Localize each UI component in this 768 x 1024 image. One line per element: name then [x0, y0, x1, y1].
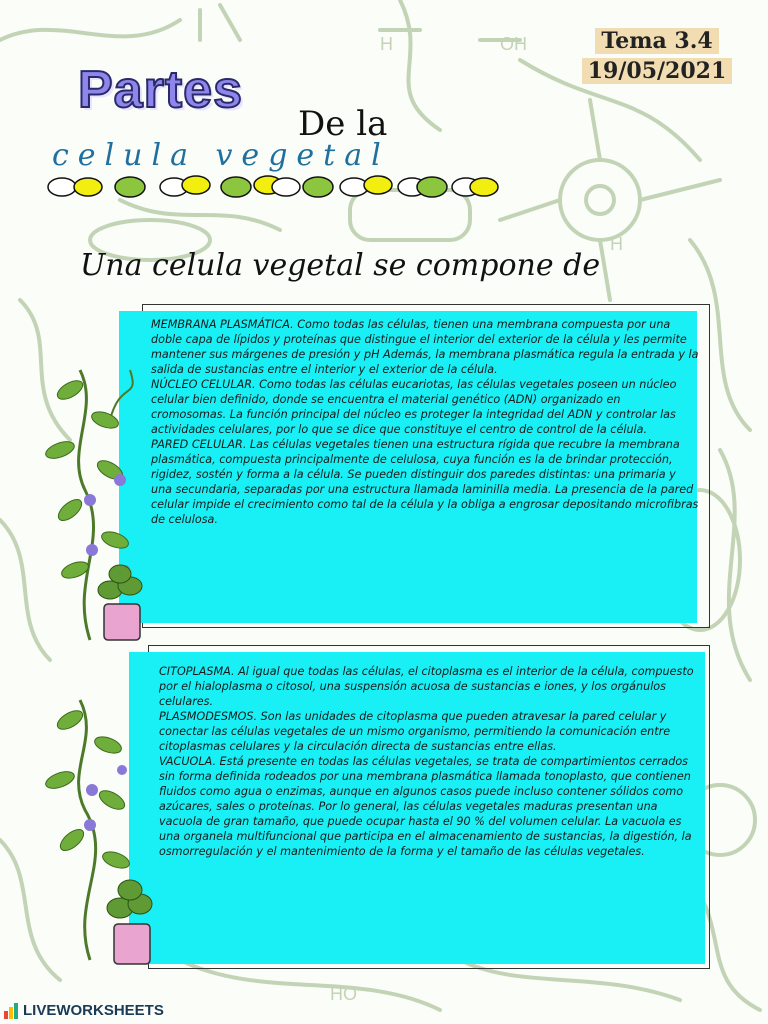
- liveworksheets-logo-icon: [4, 1003, 20, 1019]
- section-heading: Una celula vegetal se compone de: [80, 248, 601, 283]
- paragraph-nucleo: NÚCLEO CELULAR. Como todas las células eucariotas, las células vegetales poseen un núcleo celular bien definido, donde se encuentra el material genético (ADN) organizado en cromosomas. La función principal del núcleo es proteger la integridad del ADN y controlar las actividades celulares, por lo que se dice que constituye el centro de control de la célula.: [151, 378, 677, 436]
- date-label: 19/05/2021: [582, 58, 733, 84]
- svg-text:H: H: [380, 34, 393, 54]
- decorative-dots: [46, 172, 506, 202]
- topic-label: Tema 3.4: [595, 28, 718, 54]
- paragraph-citoplasma: CITOPLASMA. Al igual que todas las células, el citoplasma es el interior de la célula, compuesto por el hialoplasma o citosol, una suspensión acuosa de sustancias e iones, y los orgánulos celulares.: [159, 665, 694, 708]
- vine-plant-icon: [30, 360, 150, 650]
- info-panel-2: [148, 645, 710, 969]
- svg-text:H: H: [610, 234, 623, 254]
- panel-1-text: [151, 317, 699, 527]
- footer-brand-text: LIVEWORKSHEETS: [23, 1002, 164, 1019]
- paragraph-vacuola: VACUOLA. Está presente en todas las células vegetales, se trata de compartimientos cerrados sin forma definida rodeados por una membrana plasmática llamada tonoplasto, que contienen fluidos como agua o enzimas, aunque en algunos casos puede incluso contener sólidos como azúcares, sales o proteínas. Por lo general, las células vegetales maduras presentan una vacuola de gran tamaño, que puede ocupar hasta el 90 % del volumen celular. La vacuola es una organela multifuncional que participa en el almacenamiento de sustancias, la digestión, la osmorregulación y el mantenimiento de la forma y el tamaño de las células vegetales.: [159, 755, 692, 858]
- paragraph-pared: PARED CELULAR. Las células vegetales tienen una estructura rígida que recubre la membrana plasmática, compuesta principalmente de celulosa, cuya función es la de brindar protección, rigidez, sostén y forma a la célula. Se pueden distinguir dos paredes distintas: una primaria y una secundaria, separadas por una estructura llamada laminilla media. La presencia de la pared celular impide el crecimiento como tal de la célula y la obliga a engrosar depositando microfibras de celulosa.: [151, 438, 699, 526]
- paragraph-plasmodesmos: PLASMODESMOS. Son las unidades de citoplasma que pueden atravesar la pared celular y conectar las células vegetales de un mismo organismo, permitiendo la comunicación entre citoplasmas celulares y la circulación directa de sustancias entre ellas.: [159, 710, 671, 753]
- paragraph-membrana: MEMBRANA PLASMÁTICA. Como todas las células, tienen una membrana compuesta por una doble capa de lípidos y proteínas que distingue el interior del exterior de la célula y les permite mantener sus márgenes de presión y pH Además, la membrana plasmática regula la entrada y la salida de sustancias entre el interior y el exterior de la célula.: [151, 318, 699, 376]
- svg-text:OH: OH: [500, 34, 527, 54]
- title-partes: Partes: [78, 61, 243, 119]
- panel-2-text: [159, 664, 699, 859]
- info-panel-1: [142, 304, 710, 628]
- title-celula-vegetal: celula vegetal: [52, 138, 390, 173]
- svg-text:HO: HO: [330, 984, 357, 1004]
- topic-date-box: [572, 28, 742, 84]
- title-de-la: De la: [298, 104, 388, 144]
- footer-brand: [4, 1002, 164, 1019]
- potted-plant-icon: [30, 690, 160, 980]
